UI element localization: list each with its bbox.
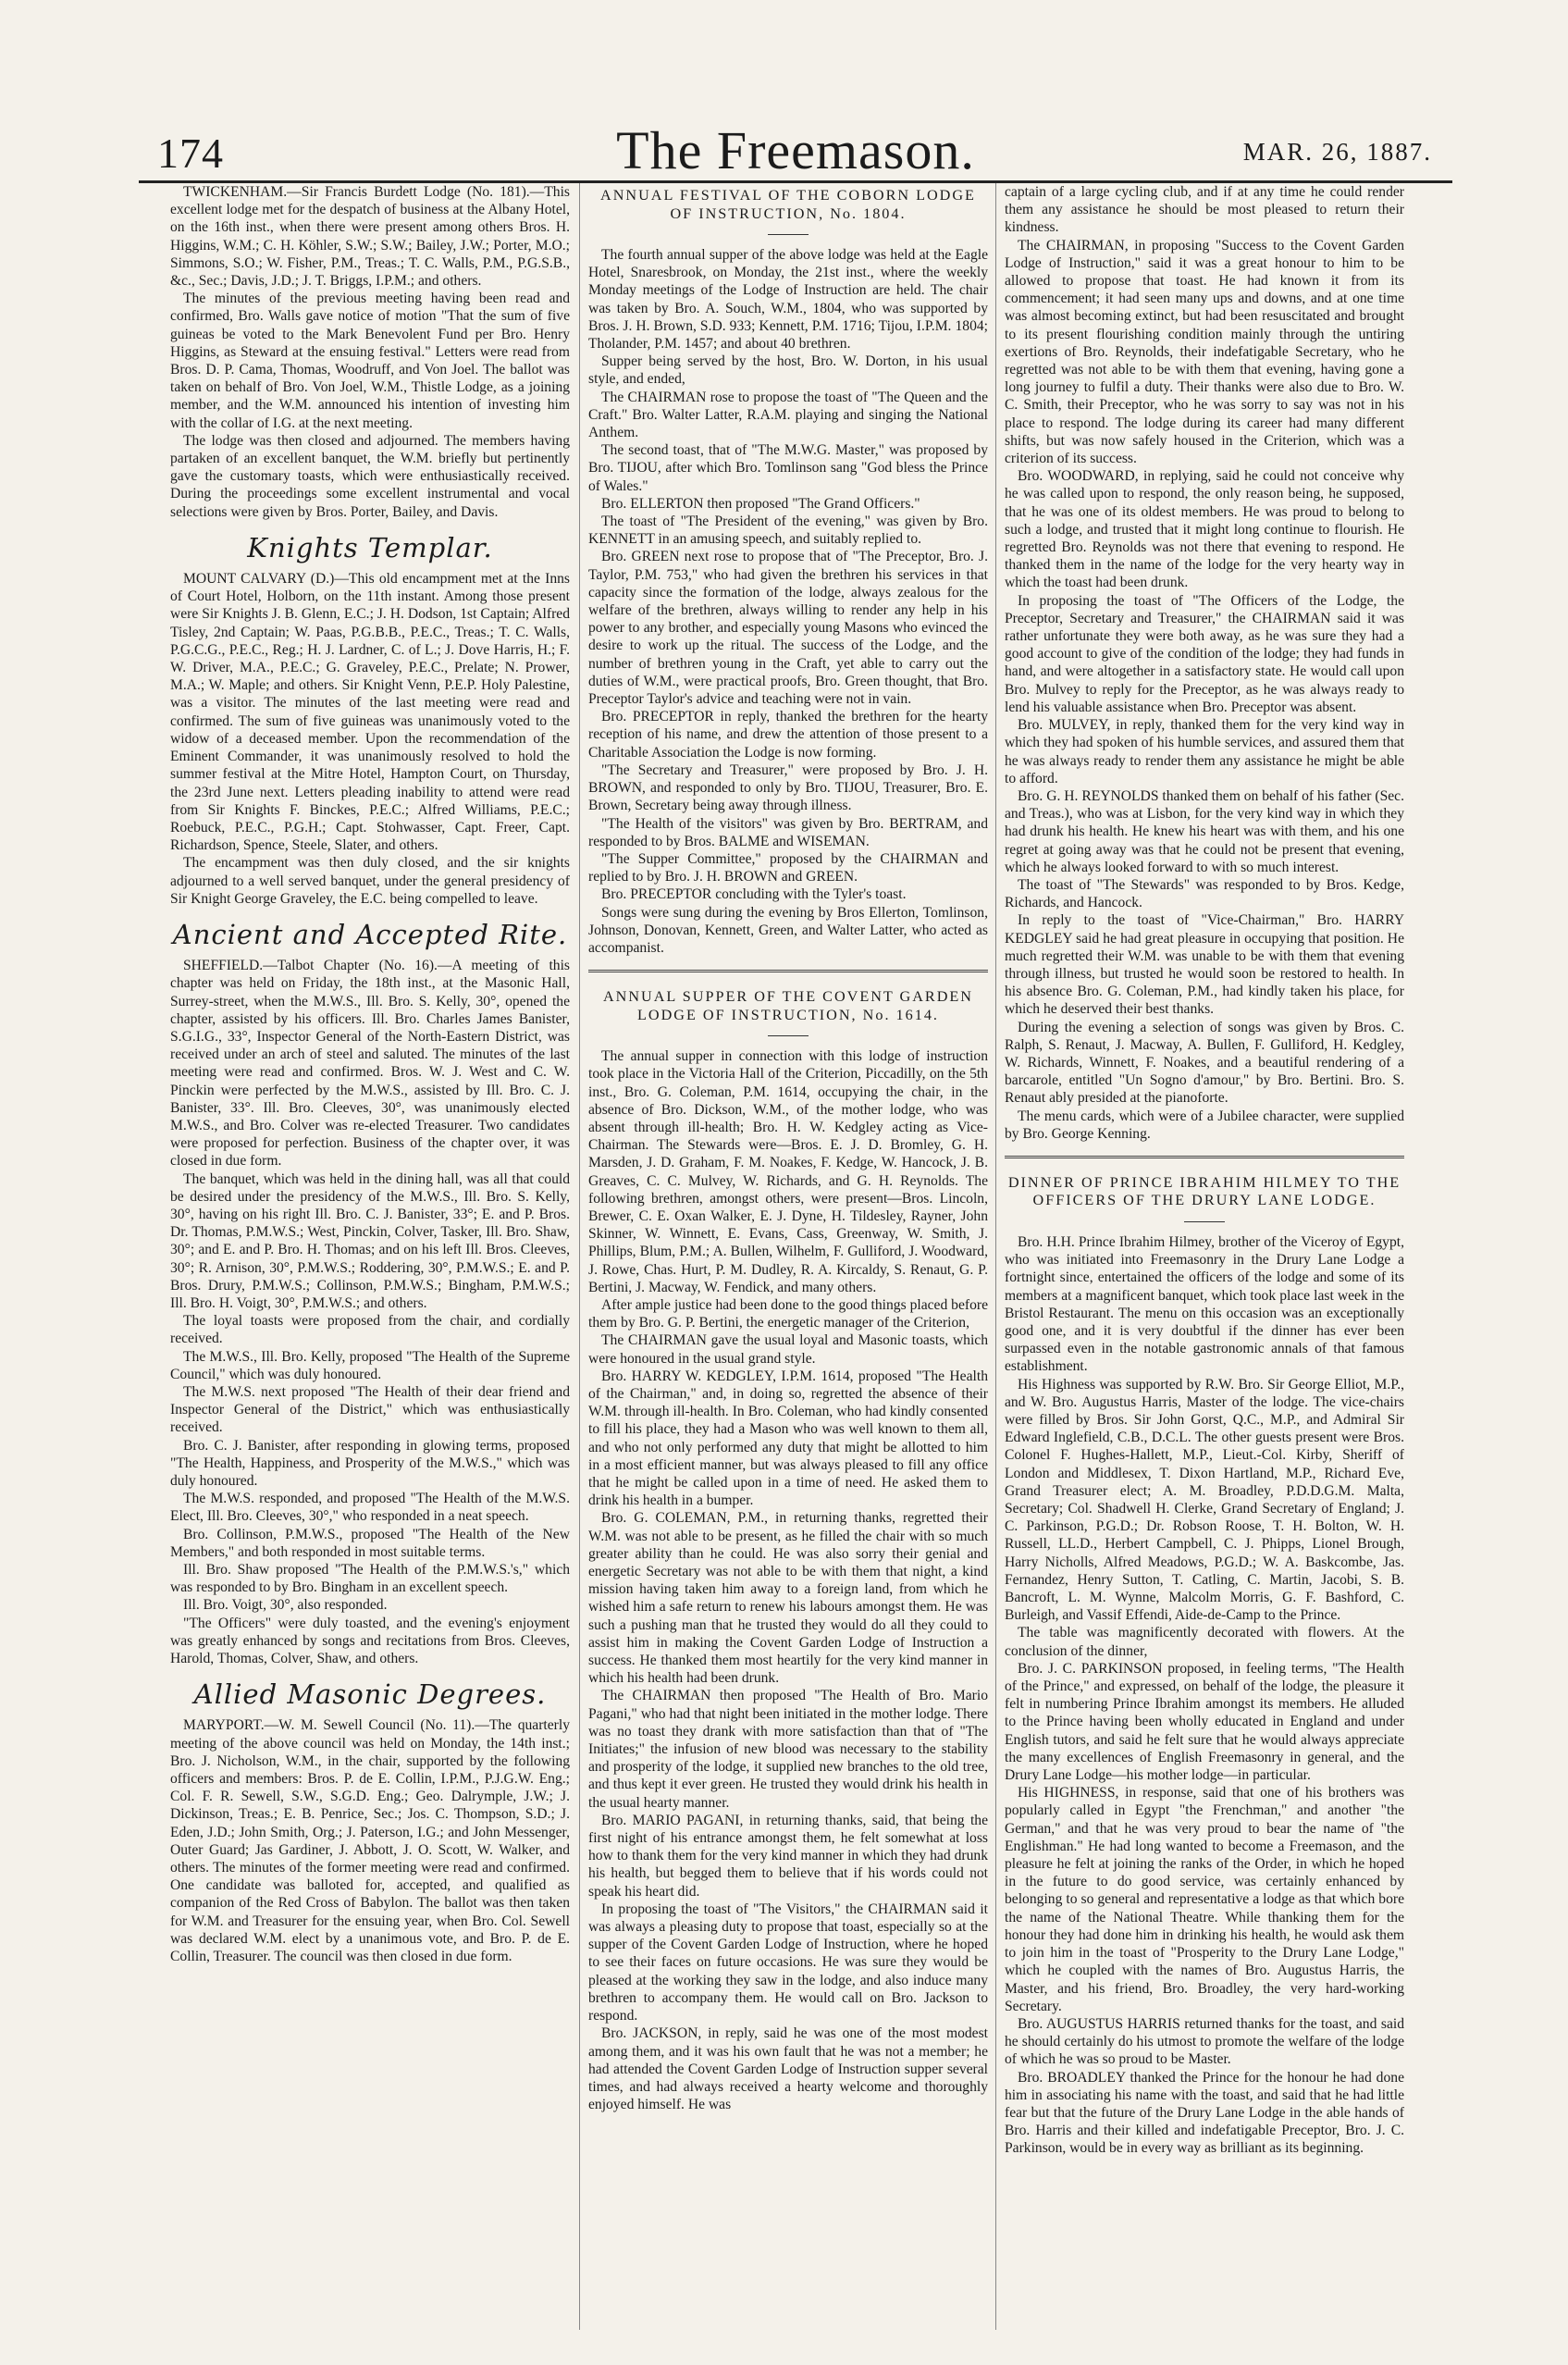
hilmey-dinner-report (1005, 1233, 1404, 2158)
column-divider (995, 183, 996, 2330)
article-paragraph: Bro. BROADLEY thanked the Prince for the honour he had done him in associating his name with the toast, and said that he had little fear but that the future of the Drury Lane Lodge in the able hands of Bro. Harris and their killed and indefatigable Preceptor, Bro. J. C. Parkinson, would be in every way as brilliant as its beginning. (1005, 2069, 1404, 2157)
article-paragraph: Bro. PRECEPTOR concluding with the Tyler's toast. (601, 886, 907, 903)
article-paragraph: The M.W.S. responded, and proposed "The Health of the M.W.S. Elect, Ill. Bro. Cleeves, 30°," who responded in a neat speech. (170, 1491, 570, 1525)
section-rule (1005, 1156, 1404, 1161)
article-paragraph: In proposing the toast of "The Officers of the Lodge, the Preceptor, Secretary and Treasurer," the CHAIRMAN said it was rather unfortunate they were both away, as he was sure they had a good account to give of the condition of the lodge; they had funds in hand, and were altogether in a satisfactory state. He would call upon Bro. Mulvey to reply for the Preceptor, as he was always ready to lend his valuable assistance when Bro. Preceptor was absent. (1005, 592, 1404, 715)
article-paragraph: The fourth annual supper of the above lodge was held at the Eagle Hotel, Snaresbrook, on Monday, the 21st inst., where the weekly Monday meetings of the Lodge of Instruction are held. The chair was taken by Bro. A. Souch, W.M., 1804, who was supported by Bros. J. H. Brown, S.D. 933; Kennett, P.M. 1716; Tijou, I.P.M. 1804; Tholander, P.M. 1457; and about 40 brethren. (588, 247, 988, 353)
article-paragraph: captain of a large cycling club, and if at any time he could render them any assistance he should be most pleased to return their kindness. (1005, 184, 1404, 236)
article-paragraph: Supper being served by the host, Bro. W. Dorton, in his usual style, and ended, (588, 353, 988, 388)
covent-garden-supper-heading: ANNUAL SUPPER OF THE COVENT GARDEN LODGE OF INSTRUCTION, No. 1614. (602, 988, 974, 1023)
article-paragraph: Bro. AUGUSTUS HARRIS returned thanks for the toast, and said he should certainly do his utmost to promote the welfare of the lodge of which he was so proud to be Master. (1005, 2015, 1404, 2068)
article-paragraph: In reply to the toast of "Vice-Chairman," Bro. HARRY KEDGLEY said he had great pleasure in occupying that position. He much regretted their W.M. was unable to be with them that evening through illness, but trusted he would soon be restored to health. In his absence Bro. G. Coleman, P.M., had kindly taken his place, for which he deserved their best thanks. (1005, 912, 1404, 1018)
article-paragraph: The toast of "The President of the evening," was given by Bro. KENNETT in an amusing speech, and suitably replied to. (588, 514, 988, 548)
article-paragraph: Bro. J. C. PARKINSON proposed, in feeling terms, "The Health of the Prince," and expressed, on behalf of the lodge, the pleasure it felt in numbering Prince Ibrahim amongst its members. He alluded to the Prince having been wholly educated in England and under English tutors, and said he felt sure that he would always appreciate the many excellences of English Freemasonry in general, and the Drury Lane Lodge—his mother lodge—in particular. (1005, 1660, 1404, 1784)
coborn-festival-report (588, 246, 988, 957)
article-paragraph: Ill. Bro. Voigt, 30°, also responded. (183, 1597, 388, 1614)
covent-garden-supper-report (588, 1047, 988, 2113)
article-paragraph: The annual supper in connection with this lodge of instruction took place in the Victoria Hall of the Criterion, Piccadilly, on the 5th inst., Bro. G. Coleman, P.M. 1614, occupying the chair, in the absence of Bro. Dickson, W.M., of the mother lodge, who was absent through ill-health; Bro. H. W. Kedgley acting as Vice-Chairman. The Stewards were—Bros. E. J. D. Bromley, G. H. Marsden, J. D. Graham, F. M. Noakes, F. Kedge, W. Hancock, J. B. Greaves, C. C. Mulvey, W. Richards, and G. H. Reynolds. The following brethren, amongst others, were present—Bros. Lincoln, Brewer, C. E. Oxan Walker, E. J. Dyne, H. Tildesley, Rayner, John Skinner, W. Winnett, E. Evans, Cass, Greenway, W. Smith, J. Phillips, Blum, P.M.; A. Bullen, Wilhelm, F. Gulliford, J. Woodward, J. Rowe, Chas. Hurt, P. M. Dudley, R. A. Kircaldy, S. Renaut, G. P. Bertini, J. Macway, W. Fendick, and many others. (588, 1048, 988, 1295)
article-paragraph: The M.W.S. next proposed "The Health of their dear friend and Inspector General of the District," which was enthusiastically received. (170, 1384, 570, 1436)
column-2 (588, 183, 988, 2330)
heading-rule (768, 1035, 809, 1036)
column-1 (170, 183, 570, 2330)
section-rule (588, 970, 988, 975)
ancient-accepted-rite-heading: Ancient and Accepted Rite. (172, 918, 568, 950)
article-paragraph: MOUNT CALVARY (D.)—This old encampment met at the Inns of Court Hotel, Holborn, on the 11th instant. Among those present were Sir Knights J. B. Glenn, E.C.; J. H. Dodson, 1st Captain; Alfred Tisley, 2nd Captain; W. Paas, P.G.B.B., P.E.C., Treas.; T. C. Walls, P.G.C.G., P.E.C., Reg.; H. J. Lardner, C. of L.; J. Dove Harris, H.; F. W. Driver, M.A., P.E.C.; G. Graveley, P.E.C., Prelate; N. Prower, M.A.; W. Maple; and others. Sir Knight Venn, P.E.P. Holy Palestine, was a visitor. The minutes of the last meeting were read and confirmed. The sum of five guineas was unanimously voted to the widow of a deceased member. Upon the recommendation of the Eminent Commander, it was unanimously resolved to hold the summer festival at the Mitre Hotel, Hampton Court, on Thursday, the 23rd June next. Letters pleading inability to attend were read from Sir Knights F. Binckes, P.E.C.; Alfred Williams, P.E.C.; Roebuck, P.E.C., P.G.H.; Capt. Stohwasser, Capt. Freer, Capt. Richardson, Spence, Steele, Slater, and others. (170, 571, 570, 854)
article-paragraph: Ill. Bro. Shaw proposed "The Health of the P.M.W.S.'s," which was responded to by Bro. Bingham in an excellent speech. (170, 1562, 570, 1596)
article-paragraph: Bro. HARRY W. KEDGLEY, I.P.M. 1614, proposed "The Health of the Chairman," and, in doing so, regretted the absence of their W.M. through ill-health. In Bro. Coleman, who had kindly consented to fill his place, they had a Mason who was well known to them all, and who not only performed any duty that might be allotted to him in a most efficient manner, but was always pleased to fill any office that he might be called upon in a time of need. He asked them to drink his health in a bumper. (588, 1368, 988, 1509)
article-paragraph: The CHAIRMAN rose to propose the toast of "The Queen and the Craft." Bro. Walter Latter, R.A.M. playing and singing the National Anthem. (588, 389, 988, 441)
article-paragraph: Bro. MARIO PAGANI, in returning thanks, said, that being the first night of his entrance amongst them, he felt somewhat at loss how to thank them for the very kind manner in which they had drunk his health, but begged them to believe that if his words could not speak his heart did. (588, 1812, 988, 1900)
ancient-accepted-rite-report (170, 957, 570, 1667)
article-paragraph: "The Secretary and Treasurer," were proposed by Bro. J. H. BROWN, and responded to only by Bro. TIJOU, Treasurer, Bro. E. Brown, Secretary being away through illness. (588, 762, 988, 814)
twickenham-report (170, 183, 570, 521)
knights-templar-report (170, 570, 570, 908)
article-paragraph: Bro. Collinson, P.M.W.S., proposed "The Health of the New Members," and both responded in most suitable terms. (170, 1526, 570, 1560)
article-paragraph: The toast of "The Stewards" was responded to by Bros. Kedge, Richards, and Hancock. (1005, 876, 1404, 911)
allied-masonic-degrees-heading: Allied Masonic Degrees. (193, 1678, 547, 1711)
article-paragraph: Bro. MULVEY, in reply, thanked them for the very kind way in which they had spoken of his humble services, and assured them that he was always ready to render them any assistance he might be able to afford. (1005, 717, 1404, 786)
article-paragraph: Bro. C. J. Banister, after responding in glowing terms, proposed "The Health, Happiness, and Prosperity of the M.W.S.," which was duly honoured. (170, 1437, 570, 1490)
article-paragraph: His Highness was supported by R.W. Bro. Sir George Elliot, M.P., and W. Bro. Augustus Harris, Master of the lodge. The vice-chairs were filled by Bros. Sir John Gorst, Q.C., M.P., and Admiral Sir Edward Inglefield, C.B., D.C.L. The other guests present were Bros. Colonel F. Hughes-Hallett, M.P., Lieut.-Col. Kirby, Sheriff of London and Middlesex, T. Dixon Hartland, M.P., Richard Eve, Grand Treasurer elect; A. M. Broadley, P.D.D.G.M. Malta, Secretary; Col. Shadwell H. Clerke, Grand Secretary of England; J. C. Parkinson, P.G.D.; Dr. Robson Roose, T. H. Bolton, W. H. Russell, LL.D., Herbert Campbell, C. J. Phipps, Lionel Brough, Harry Nicholls, Alfred Meadows, P.G.D.; W. A. Baskcombe, Jas. Fernandez, Henry Sutton, T. Catling, C. Martin, Jacobi, S. B. Bancroft, L. M. Wynne, Malcolm Morris, G. F. Bashford, C. Burleigh, and Vassif Effendi, Aide-de-Camp to the Prince. (1005, 1376, 1404, 1624)
column-divider (579, 183, 580, 2330)
article-paragraph: "The Officers" were duly toasted, and the evening's enjoyment was greatly enhanced by songs and recitations from Bros. Cleeves, Harold, Thomas, Colver, Shaw, and others. (170, 1615, 570, 1667)
article-paragraph: Bro. G. H. REYNOLDS thanked them on behalf of his father (Sec. and Treas.), who was at Lisbon, for the very kind way in which they had drunk his health. He knew his heart was with them, and his one regret at going away was that he could not be present that evening, which he always looked forward to with so much interest. (1005, 787, 1404, 875)
article-paragraph: "The Supper Committee," proposed by the CHAIRMAN and replied to by Bro. J. H. BROWN and GREEN. (588, 850, 988, 885)
article-paragraph: The CHAIRMAN gave the usual loyal and Masonic toasts, which were honoured in the usual grand style. (588, 1332, 988, 1367)
article-paragraph: His HIGHNESS, in response, said that one of his brothers was popularly called in Egypt "the Frenchman," and another "the German," and that he was very proud to bear the name of "the Englishman." He had long wanted to become a Freemason, and the pleasure he felt at joining the ranks of the Order, in which he hoped in the future to do good service, was certainly enhanced by belonging to so general and representative a lodge as that which bore the name of the National Theatre. While thanking them for the honour they had done him in drinking his health, he would ask them to join him in the toast of "Prosperity to the Drury Lane Lodge," which he coupled with the names of Bro. Augustus Harris, the Master, and his friend, Bro. Broadley, the very hard-working Secretary. (1005, 1785, 1404, 2014)
article-paragraph: In proposing the toast of "The Visitors," the CHAIRMAN said it was always a pleasing duty to propose that toast, especially so at the supper of the Covent Garden Lodge of Instruction, where he hoped to see their faces on future occasions. He was sure they would be pleased at the working they saw in the lodge, and also induce many brethren to accompany them. He would call on Bro. Jackson to respond. (588, 1901, 988, 2024)
article-paragraph: The loyal toasts were proposed from the chair, and cordially received. (170, 1313, 570, 1347)
article-paragraph: Bro. ELLERTON then proposed "The Grand Officers." (601, 495, 920, 512)
article-paragraph: Bro. WOODWARD, in replying, said he could not conceive why he was called upon to respond, the only reason being, he supposed, that he was one of its oldest members. He was proud to belong to such a lodge, and trusted that it might long continue to flourish. He regretted Bro. Reynolds was not there that evening to respond. He thanked them in the name of the lodge for the very hearty way in which the toast had been drunk. (1005, 468, 1404, 591)
article-paragraph: The M.W.S., Ill. Bro. Kelly, proposed "The Health of the Supreme Council," which was duly honoured. (170, 1348, 570, 1382)
article-paragraph: "The Health of the visitors" was given by Bro. BERTRAM, and responded to by Bros. BALME and WISEMAN. (588, 815, 988, 849)
hilmey-dinner-heading: DINNER OF PRINCE IBRAHIM HILMEY TO THE OFFICERS OF THE DRURY LANE LODGE. (1007, 1173, 1401, 1209)
article-paragraph: The minutes of the previous meeting having been read and confirmed, Bro. Walls gave notice of motion "That the sum of five guineas be voted to the Mark Benevolent Fund per Bro. Henry Higgins, as Steward at the ensuing festival." Letters were read from Bros. D. P. Cama, Thomas, Woodruff, and Von Joel. The ballot was taken on behalf of Bro. Von Joel, W.M., Thistle Lodge, as a joining member, and the W.M. announced his intention of investing him with the collar of I.G. at the next meeting. (170, 291, 570, 431)
article-paragraph: Songs were sung during the evening by Bros Ellerton, Tomlinson, Johnson, Donovan, Kennett, Green, and Walter Latter, who acted as accompanist. (588, 904, 988, 956)
article-paragraph: During the evening a selection of songs was given by Bros. C. Ralph, S. Renaut, J. Macway, A. Bullen, F. Gulliford, H. Kedgley, W. Richards, Winnett, F. Noakes, and a beautiful rendering of a barcarole, entitled "Un Sogno d'amour," by Bro. Bertini. Bro. S. Renaut ably presided at the pianoforte. (1005, 1019, 1404, 1107)
article-paragraph: The encampment was then duly closed, and the sir knights adjourned to a well served banquet, under the general presidency of Sir Knight George Graveley, the E.C. being compelled to leave. (170, 855, 570, 907)
article-paragraph: The lodge was then closed and adjourned. The members having partaken of an excellent banquet, the W.M. briefly but pertinently gave the customary toasts, which were enthusiastically received. During the proceedings some excellent instrumental and vocal selections were given by Bros. Porter, Bailey, and Davis. (170, 432, 570, 520)
article-paragraph: After ample justice had been done to the good things placed before them by Bro. G. P. Bertini, the energetic manager of the Criterion, (588, 1296, 988, 1331)
article-paragraph: Bro. JACKSON, in reply, said he was one of the most modest among them, and it was his own fault that he was not a member; he had attended the Covent Garden Lodge of Instruction supper several times, and had always received a hearty welcome and thoroughly enjoyed himself. He was (588, 2025, 988, 2113)
article-paragraph: Bro. GREEN next rose to propose that of "The Preceptor, Bro. J. Taylor, P.M. 753," who had given the brethren his services in that capacity since the formation of the lodge, always zealous for the welfare of the brethren, always willing to render any help in his power to any brother, and especially young Masons who evinced the desire to work up the ritual. The success of the Lodge, and the number of brethren young in the Craft, yet able to carry out the duties of W.M., were practical proofs, Bro. Green thought, that Bro. Preceptor Taylor's advice and teaching were not in vain. (588, 549, 988, 708)
article-paragraph: Bro. G. COLEMAN, P.M., in returning thanks, regretted their W.M. was not able to be present, as he filled the chair with so much greater ability than he could. He was also sorry their genial and energetic Secretary was not able to be with them that night, a kind mission having taken him away to a foreign land, from which he wished him a safe return to renew his labours amongst them. He was such a pushing man that he trusted they would do all they could to assist him in making the Covent Garden Lodge of Instruction a success. He thanked them most heartily for the very kind manner in which his health had been drunk. (588, 1510, 988, 1687)
article-paragraph: SHEFFIELD.—Talbot Chapter (No. 16).—A meeting of this chapter was held on Friday, the 18th inst., at the Masonic Hall, Surrey-street, when the M.W.S., Ill. Bro. S. Kelly, 30°, opened the chapter, assisted by his officers. Ill. Bro. Charles James Banister, S.G.I.G., 33°, Inspector General of the North-Eastern District, was received under an arch of steel and saluted. The minutes of the last meeting were read and confirmed. Bros. W. J. West and C. W. Pinckin were perfected by the M.W.S., assisted by Ill. Bro. C. J. Banister, 33°. Ill. Bro. Cleeves, 30°, was unanimously elected M.W.S., and Bro. Colver was re-elected Treasurer. Two candidates were proposed for perfection. Business of the chapter over, it was closed in due form. (170, 958, 570, 1170)
article-paragraph: MARYPORT.—W. M. Sewell Council (No. 11).—The quarterly meeting of the above council was held on Monday, the 14th inst.; Bro. J. Nicholson, W.M., in the chair, supported by the following officers and members: Bros. P. de E. Collin, I.P.M., P.J.G.W. Eng.; Col. F. R. Sewell, S.W., S.G.D. Eng.; Geo. Dalrymple, J.W.; J. Dickinson, Treas.; E. B. Penrice, Sec.; Jos. C. Thompson, S.D.; J. Eden, J.D.; John Smith, Org.; J. Paterson, I.G.; and John Messenger, Outer Guard; Jas Gardiner, J. Abbott, J. O. Scott, W. Walker, and others. The minutes of the former meeting were read and confirmed. One candidate was balloted for, accepted, and qualified as companion of the Red Cross of Babylon. The ballot was then taken for W.M. and Treasurer for the ensuing year, when Bro. Col. Sewell was declared W.M. elect by a unanimous vote, and Bro. P. de E. Collin, Treasurer. The council was then closed in due form. (170, 1717, 570, 1965)
allied-masonic-degrees-report (170, 1716, 570, 1965)
column-3 (1005, 183, 1404, 2330)
heading-rule (1184, 1221, 1225, 1222)
article-paragraph: The second toast, that of "The M.W.G. Master," was proposed by Bro. TIJOU, after which Bro. Tomlinson sang "God bless the Prince of Wales." (588, 442, 988, 494)
article-paragraph: TWICKENHAM.—Sir Francis Burdett Lodge (No. 181).—This excellent lodge met for the despatch of business at the Albany Hotel, on the 16th inst., when there were present among others Bros. H. Higgins, W.M.; C. H. Köhler, S.W.; S.W.; Bailey, J.W.; Porter, M.O.; Simmons, S.O.; W. Fisher, P.M., Treas.; T. C. Walls, P.M., P.G.S.B., &c., Sec.; Davis, J.D.; J. T. Briggs, I.P.M.; and others. (170, 184, 570, 290)
article-paragraph: Bro. H.H. Prince Ibrahim Hilmey, brother of the Viceroy of Egypt, who was initiated into Freemasonry in the Drury Lane Lodge a fortnight since, entertained the officers of the lodge and some of its members at a magnificent banquet, which took place last week in the Bristol Restaurant. The menu on this occasion was an exceptionally good one, and it is very doubtful if the dinner has ever been surpassed even in the notable gastronomic annals of that famous establishment. (1005, 1233, 1404, 1375)
article-paragraph: Bro. PRECEPTOR in reply, thanked the brethren for the hearty reception of his name, and drew the attention of those present to a Charitable Association the Lodge is now forming. (588, 709, 988, 761)
article-paragraph: The banquet, which was held in the dining hall, was all that could be desired under the presidency of the M.W.S., Ill. Bro. S. Kelly, 30°, having on his right Ill. Bro. C. J. Banister, 33°; E. and P. Bros. Dr. Thomas, P.M.W.S.; West, Pinckin, Colver, Tasker, Ill. Bro. Shaw, 30°; and E. and P. Bro. H. Thomas; and on his left Ill. Bros. Cleeves, 30°; R. Arnison, 30°, P.M.W.S.; Roddering, 30°, P.M.W.S.; E. and P. Bros. Drury, P.M.W.S.; Collinson, P.M.W.S.; Bingham, P.M.W.S.; Ill. Bro. H. Voigt, 30°, P.M.W.S.; and others. (170, 1170, 570, 1311)
coborn-festival-heading: ANNUAL FESTIVAL OF THE COBORN LODGE OF INSTRUCTION, No. 1804. (600, 187, 976, 222)
issue-date: MAR. 26, 1887. (1242, 138, 1432, 166)
publication-title: The Freemason. (616, 120, 975, 180)
masthead (139, 116, 1452, 180)
article-paragraph: The menu cards, which were of a Jubilee character, were supplied by Bro. George Kenning. (1005, 1108, 1404, 1142)
covent-garden-supper-continued (1005, 183, 1404, 1143)
article-paragraph: The table was magnificently decorated with flowers. At the conclusion of the dinner, (1005, 1625, 1404, 1659)
article-paragraph: The CHAIRMAN then proposed "The Health of Bro. Mario Pagani," who had that night been initiated in the mother lodge. There was no toast they drank with more satisfaction than that of "The Initiates;" the infusion of new blood was necessary to the stability and prosperity of the lodge, it supplied new branches to the old tree, and thus kept it ever green. He trusted they would drink his health in the usual hearty manner. (588, 1688, 988, 1811)
article-paragraph: The CHAIRMAN, in proposing "Success to the Covent Garden Lodge of Instruction," said it was a great honour to him to be allowed to propose that toast. He had known it from its commencement; it had seen many ups and downs, and at one time was almost becoming extinct, but had been resuscitated and brought to its present flourishing condition mainly through the untiring exertions of Bro. Reynolds, their indefatigable Secretary, who he regretted was not able to be with them that evening, having gone a long journey to fulfil a duty. Their thanks were also due to Bro. W. C. Smith, their Preceptor, who he was sorry to say was not in his place to respond. The lodge during its career had many different shifts, but was now safely housed in the Criterion, which was a criterion of its success. (1005, 237, 1404, 467)
heading-rule (768, 234, 809, 235)
page-number: 174 (157, 130, 224, 177)
knights-templar-heading: Knights Templar. (247, 531, 493, 563)
